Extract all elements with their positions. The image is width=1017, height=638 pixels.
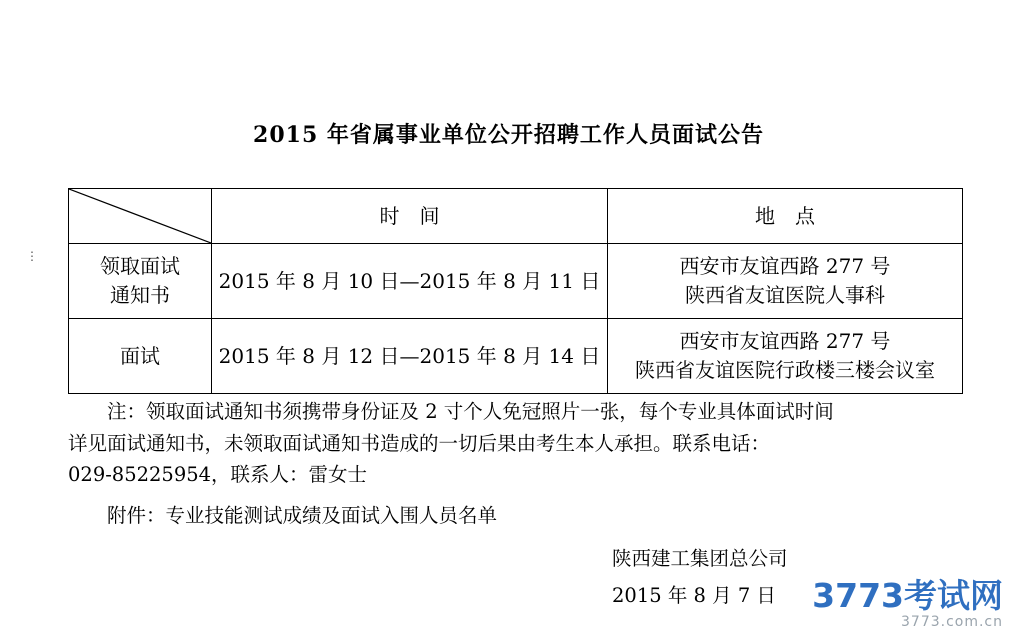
signature-organization: 陕西建工集团总公司 <box>612 547 788 570</box>
row-place-interview <box>608 319 963 394</box>
table-row <box>69 319 963 394</box>
attachment-line: 附件：专业技能测试成绩及面试入围人员名单 <box>107 504 498 527</box>
note-line: 详见面试通知书，未领取面试通知书造成的一切后果由考生本人承担。联系电话： <box>68 431 771 455</box>
watermark <box>812 575 1003 631</box>
table-header-place: 地 点 <box>608 189 963 244</box>
row-place-line: 西安市友谊西路 277 号 <box>679 329 891 353</box>
row-place-notice <box>608 244 963 319</box>
note-block <box>68 396 968 491</box>
watermark-number: 3773 <box>812 575 904 615</box>
table-header-row <box>69 189 963 244</box>
row-label-notice <box>69 244 212 319</box>
row-place-line: 西安市友谊西路 277 号 <box>679 254 891 278</box>
note-line: 029-85225954，联系人：雷女士 <box>68 463 368 487</box>
row-time-interview: 2015 年 8 月 12 日—2015 年 8 月 14 日 <box>212 319 608 394</box>
table-row <box>69 244 963 319</box>
signature-date: 2015 年 8 月 7 日 <box>612 584 776 608</box>
table-header-time: 时 间 <box>212 189 608 244</box>
row-time-notice: 2015 年 8 月 10 日—2015 年 8 月 11 日 <box>212 244 608 319</box>
table-corner-cell <box>69 189 212 244</box>
row-place-line: 陕西省友谊医院人事科 <box>685 283 885 307</box>
interview-schedule-table <box>68 188 963 394</box>
margin-marks: ⋮ <box>26 249 38 263</box>
diagonal-line-icon <box>69 189 211 243</box>
signature-block <box>612 540 788 614</box>
row-label-line: 领取面试 <box>100 254 180 278</box>
watermark-main <box>812 575 1003 615</box>
row-label-line: 面试 <box>120 343 160 368</box>
row-label-interview <box>69 319 212 394</box>
page-title: 2015 年省属事业单位公开招聘工作人员面试公告 <box>253 122 764 148</box>
row-label-line: 通知书 <box>110 283 170 307</box>
note-line: 注：领取面试通知书须携带身份证及 2 寸个人免冠照片一张，每个专业具体面试时间 <box>107 400 834 423</box>
watermark-text: 考试网 <box>904 575 1003 615</box>
watermark-sub: 3773.com.cn <box>901 614 1003 631</box>
row-place-line: 陕西省友谊医院行政楼三楼会议室 <box>635 358 935 382</box>
